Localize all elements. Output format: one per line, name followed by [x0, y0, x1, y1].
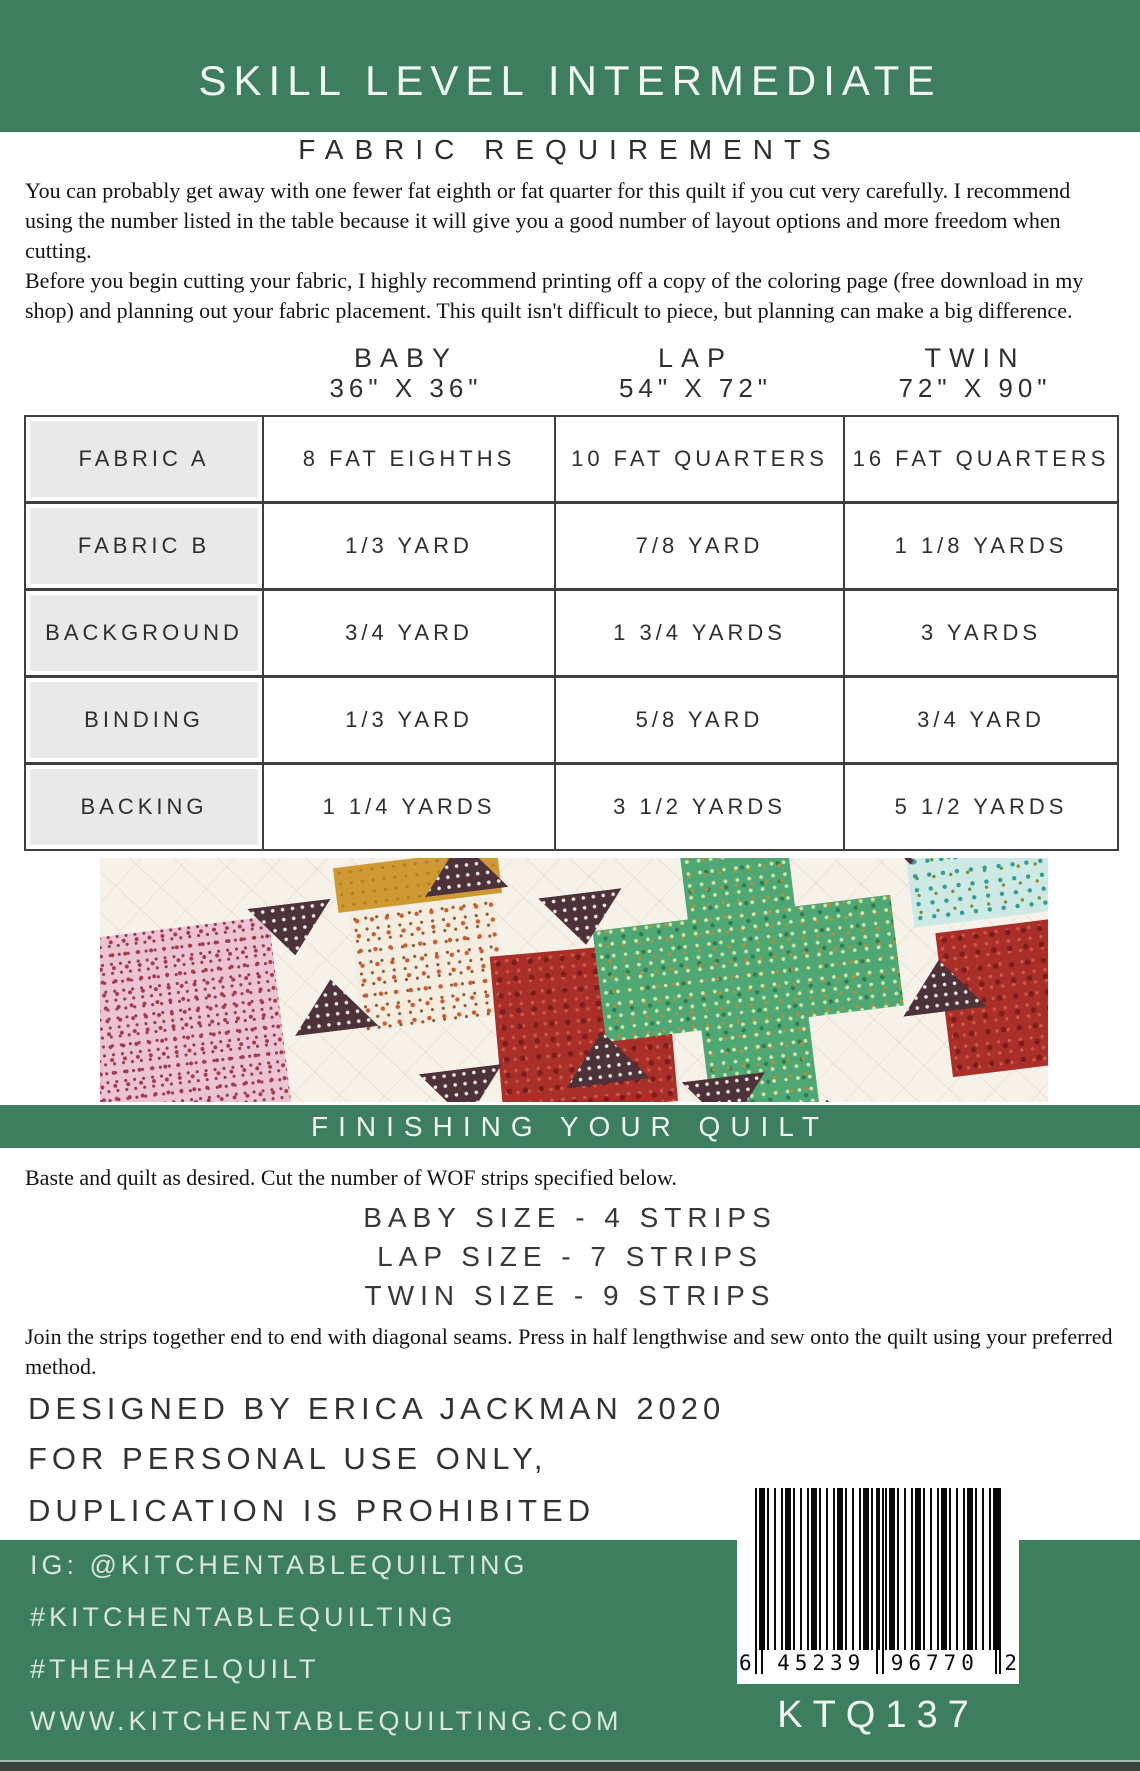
barcode-guard-bar: [761, 1488, 763, 1674]
fabric-requirements-paragraph-1: You can probably get away with one fewer fat eighth or fat quarter for this quilt if you cut very carefully. I recommend using the number listed in the table because it will give you a good number of layout options and more freedom when cutting.: [25, 178, 1071, 263]
table-cell: 1/3 YARD: [264, 504, 554, 588]
finishing-title: FINISHING YOUR QUILT: [311, 1110, 829, 1142]
size-header-twin: [839, 344, 1111, 402]
table-cell: 1 1/8 YARDS: [845, 504, 1117, 588]
table-row-label: FABRIC B: [26, 504, 262, 588]
barcode-left-digit: 6: [739, 1651, 752, 1675]
finishing-outro: Join the strips together end to end with diagonal seams. Press in half lengthwise and sew onto the quilt using your preferred method.: [25, 1324, 1113, 1379]
size-header-baby: [260, 344, 552, 402]
quilt-block-pink-floral: [100, 916, 294, 1102]
table-cell: 1/3 YARD: [264, 678, 554, 762]
size-header-lap: [552, 344, 839, 402]
size-dims: 72" X 90": [898, 373, 1052, 403]
duplication-note: DUPLICATION IS PROHIBITED: [28, 1493, 596, 1528]
skill-level-band: [0, 0, 1140, 132]
size-name: BABY: [353, 343, 459, 373]
pattern-sku: KTQ137: [777, 1694, 979, 1736]
website-url: WWW.KITCHENTABLEQUILTING.COM: [30, 1706, 623, 1736]
barcode-guard-bar: [995, 1488, 997, 1674]
size-name: TWIN: [924, 343, 1026, 373]
personal-use-note: FOR PERSONAL USE ONLY,: [28, 1441, 548, 1476]
table-cell: 3/4 YARD: [845, 678, 1117, 762]
hashtag-kitchentablequilting: #KITCHENTABLEQUILTING: [30, 1602, 457, 1632]
size-header-spacer: [24, 344, 260, 402]
table-cell: 3 1/2 YARDS: [556, 765, 843, 849]
quilt-triangle: [419, 1064, 509, 1102]
table-cell: 3/4 YARD: [264, 591, 554, 675]
hashtag-thehazelquilt: #THEHAZELQUILT: [30, 1654, 320, 1684]
instagram-handle: IG: @KITCHENTABLEQUILTING: [30, 1550, 529, 1580]
barcode-group-1: 45239: [777, 1651, 866, 1675]
size-dims: 54" X 72": [618, 373, 773, 403]
barcode-right-digit: 2: [1004, 1651, 1017, 1675]
barcode: [737, 1478, 1019, 1684]
barcode-guard-bar: [755, 1488, 757, 1674]
table-cell: 16 FAT QUARTERS: [845, 417, 1117, 501]
barcode-group-2: 96770: [890, 1651, 979, 1675]
table-cell: 5/8 YARD: [556, 678, 843, 762]
barcode-guard-bar: [876, 1488, 878, 1674]
table-cell: 8 FAT EIGHTHS: [264, 417, 554, 501]
fabric-requirements-table: [24, 415, 1119, 851]
quilt-photo: [100, 858, 1048, 1102]
barcode-guard-bar: [882, 1488, 884, 1674]
table-cell: 10 FAT QUARTERS: [556, 417, 843, 501]
table-cell: 7/8 YARD: [556, 504, 843, 588]
strip-count-lap: LAP SIZE - 7 STRIPS: [377, 1241, 763, 1272]
table-cell: 1 1/4 YARDS: [264, 765, 554, 849]
page-bottom-edge: [0, 1760, 1140, 1771]
finishing-band: [0, 1105, 1140, 1148]
barcode-digits: [737, 1650, 1019, 1676]
size-dims: 36" X 36": [329, 373, 483, 403]
table-row-label: BINDING: [26, 678, 262, 762]
table-size-header-row: [24, 344, 1119, 402]
fabric-requirements-paragraph-2: Before you begin cutting your fabric, I highly recommend printing off a copy of the coloring page (free download in my shop) and planning out your fabric placement. This quilt isn't difficult to piece, but planning can make a big difference.: [25, 268, 1084, 323]
table-cell: 1 3/4 YARDS: [556, 591, 843, 675]
quilt-block-teal-leaves: [897, 858, 1048, 928]
fabric-requirements-title: FABRIC REQUIREMENTS: [298, 134, 842, 165]
quilt-photo-canvas: [100, 858, 1048, 1102]
table-cell: 5 1/2 YARDS: [845, 765, 1117, 849]
barcode-guard-bar: [999, 1488, 1001, 1674]
strip-counts: [0, 1198, 1140, 1315]
table-row-label: BACKGROUND: [26, 591, 262, 675]
quilt-block-white-floral: [349, 897, 507, 1032]
designer-credit: DESIGNED BY ERICA JACKMAN 2020: [28, 1391, 726, 1426]
strip-count-baby: BABY SIZE - 4 STRIPS: [363, 1202, 777, 1233]
finishing-intro: Baste and quilt as desired. Cut the number of WOF strips specified below.: [25, 1165, 677, 1190]
table-row-label: FABRIC A: [26, 417, 262, 501]
table-row-label: BACKING: [26, 765, 262, 849]
barcode-bars: [755, 1488, 1001, 1650]
table-cell: 3 YARDS: [845, 591, 1117, 675]
strip-count-twin: TWIN SIZE - 9 STRIPS: [364, 1280, 776, 1311]
size-name: LAP: [657, 343, 734, 373]
skill-level-title: SKILL LEVEL INTERMEDIATE: [198, 57, 942, 104]
